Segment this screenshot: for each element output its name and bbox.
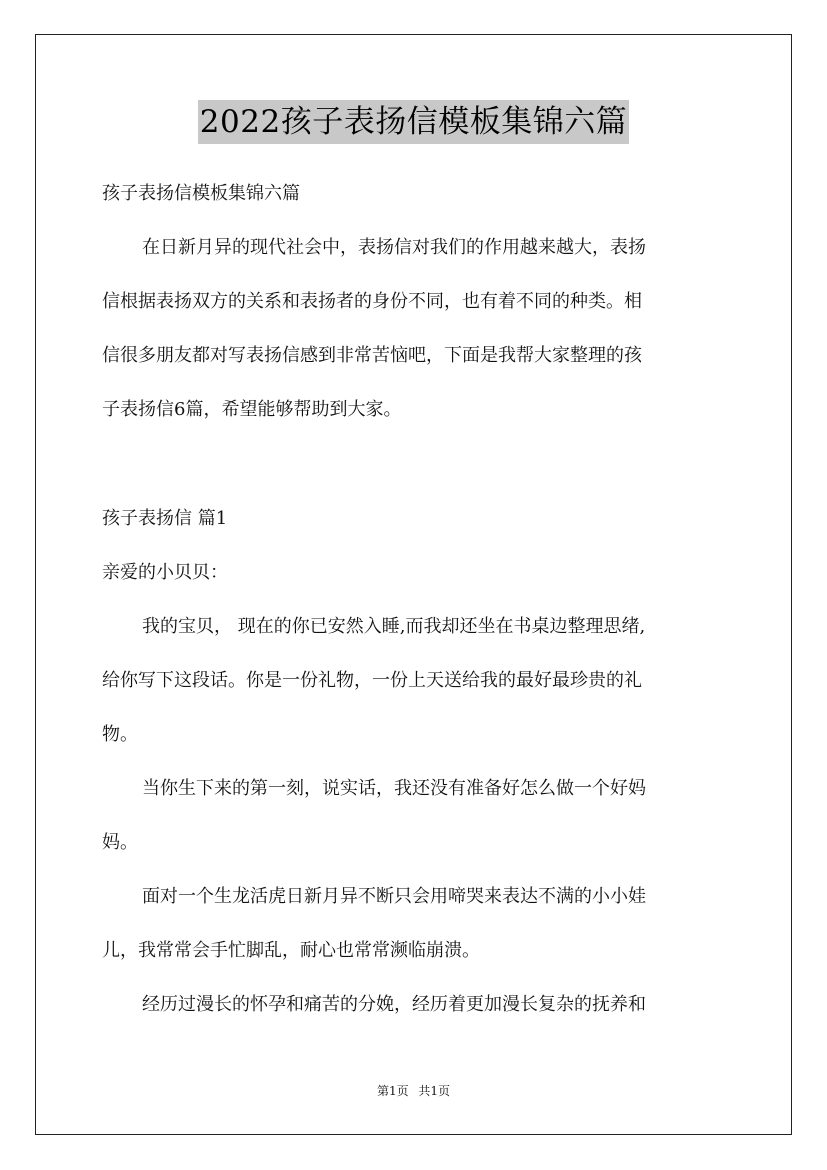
intro-line: 在日新月异的现代社会中，表扬信对我们的作用越来越大，表扬 xyxy=(142,237,646,258)
body-line: 妈。 xyxy=(102,832,138,853)
body-line: 物。 xyxy=(102,724,138,745)
section-heading: 孩子表扬信 篇1 xyxy=(102,508,228,529)
title-container xyxy=(0,100,827,144)
document-title: 2022孩子表扬信模板集锦六篇 xyxy=(198,100,629,144)
document-subtitle: 孩子表扬信模板集锦六篇 xyxy=(102,183,300,204)
body-line: 面对一个生龙活虎日新月异不断只会用啼哭来表达不满的小小娃 xyxy=(142,886,646,907)
page-footer xyxy=(0,1082,827,1099)
body-line: 给你写下这段话。你是一份礼物，一份上天送给我的最好最珍贵的礼 xyxy=(102,670,642,691)
intro-line: 信很多朋友都对写表扬信感到非常苦恼吧，下面是我帮大家整理的孩 xyxy=(102,345,642,366)
salutation: 亲爱的小贝贝： xyxy=(102,562,228,583)
intro-line: 子表扬信6篇，希望能够帮助到大家。 xyxy=(102,399,402,420)
body-line: 儿，我常常会手忙脚乱，耐心也常常濒临崩溃。 xyxy=(102,940,480,961)
intro-line: 信根据表扬双方的关系和表扬者的身份不同，也有着不同的种类。相 xyxy=(102,291,642,312)
body-line: 经历过漫长的怀孕和痛苦的分娩，经历着更加漫长复杂的抚养和 xyxy=(142,994,646,1015)
page-total: 共1页 xyxy=(418,1084,451,1098)
body-line: 当你生下来的第一刻，说实话，我还没有准备好怎么做一个好妈 xyxy=(142,778,646,799)
page-number: 第1页 xyxy=(376,1084,409,1098)
body-line: 我的宝贝， 现在的你已安然入睡,而我却还坐在书桌边整理思绪, xyxy=(142,616,646,637)
